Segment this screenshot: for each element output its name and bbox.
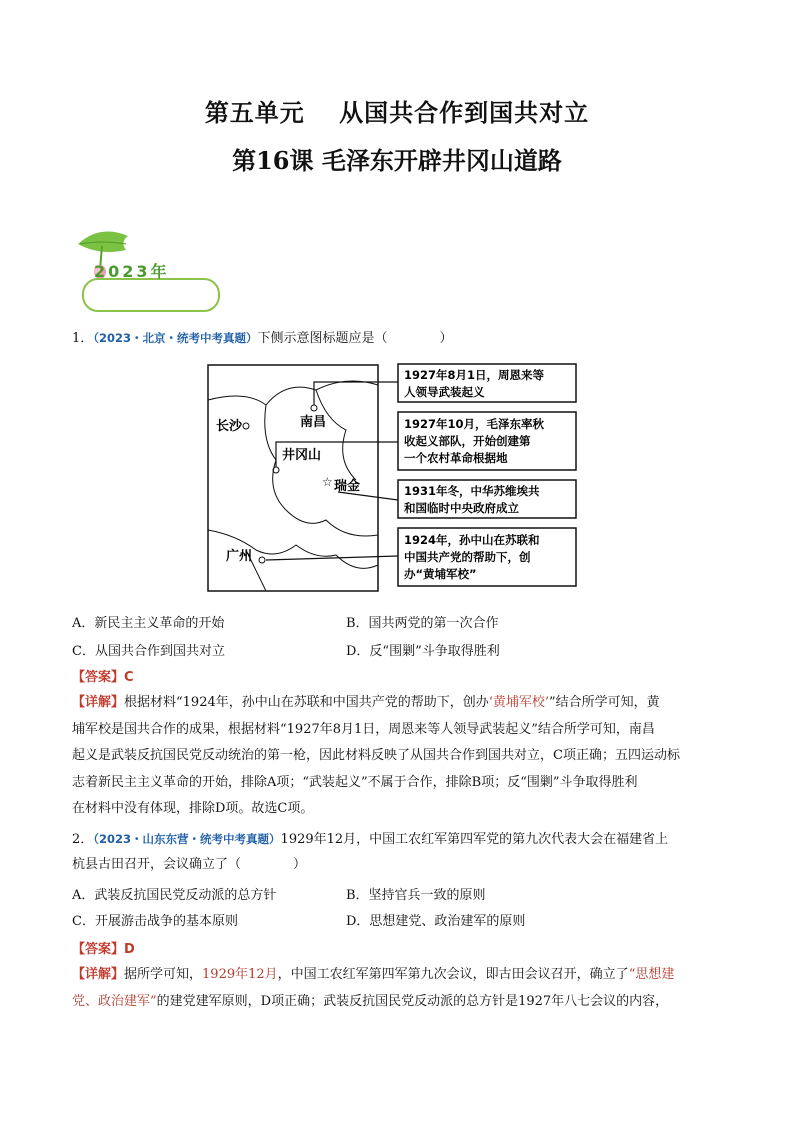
q1-option-b[interactable]: B．国共两党的第一次合作 (346, 616, 499, 631)
q2-detail (72, 962, 724, 1015)
q1-detail-label: 【详解】 (72, 695, 125, 710)
q1-option-d[interactable]: D．反“围剿”斗争取得胜利 (346, 644, 500, 659)
q2-detail-text: 据所学可知， (124, 967, 203, 982)
q1-stem-text: 下侧示意图标题应是（ ） (257, 331, 453, 346)
q1-detail-highlight: ‘黄埔军校’ (488, 695, 550, 710)
ruijin-star-icon: ☆ (322, 475, 333, 489)
q2-option-d[interactable]: D．思想建党、政治建军的原则 (346, 914, 526, 929)
q1-answer-label: 【答案】 (72, 670, 125, 685)
q1-map-figure (206, 360, 586, 596)
place-guangzhou: 广州 (226, 549, 253, 564)
q1-detail-line (72, 690, 724, 717)
q2-detail-line (72, 989, 724, 1016)
q2-answer-label: 【答案】 (72, 942, 125, 957)
q2-detail-highlight: “思想建 (628, 967, 675, 982)
q1-detail-line: 起义是武装反抗国民党反动统治的第一枪，因此材料反映了从国共合作到国共对立，C项正确；五四运动标 (72, 748, 680, 763)
q1-detail-text: ”结合所学可知，黄 (549, 695, 660, 710)
q2-detail-text: 的建党建军原则，D项正确；武装反抗国民党反动派的总方针是1927年八七会议的内容， (156, 993, 669, 1009)
lesson-title: 第16课 毛泽东开辟井冈山道路 (232, 146, 562, 175)
q2-option-c[interactable]: C．开展游击战争的基本原则 (72, 914, 238, 929)
place-ruijin: 瑞金 (334, 479, 361, 494)
box1-line2: 人领导武装起义 (404, 385, 485, 399)
year-badge-label: 2023年 (94, 262, 170, 281)
q2-detail-label: 【详解】 (72, 967, 125, 982)
q1-option-c[interactable]: C．从国共合作到国共对立 (72, 644, 225, 659)
box4-line1: 1924年，孙中山在苏联和 (404, 533, 540, 547)
q2-detail-text: ，中国工农红军第四军第九次会议，即古田会议召开，确立了 (277, 967, 629, 982)
q1-stem (72, 327, 453, 350)
box3-line2: 和国临时中央政府成立 (404, 501, 519, 515)
year-badge-pill (82, 278, 220, 312)
q2-source: （2023・山东东营・统考中考真题） (93, 832, 281, 846)
box2-line3: 一个农村革命根据地 (404, 451, 508, 465)
q2-detail-highlight: 1929年12月 (202, 967, 278, 982)
q1-detail-line: 埔军校是国共合作的成果，根据材料“1927年8月1日，周恩来等人领导武装起义”结合所学可知，南昌 (72, 721, 655, 737)
q2-number: 2． (72, 832, 94, 847)
q2-stem (72, 828, 668, 851)
q1-detail-text: 根据材料“1924年，孙中山在苏联和中国共产党的帮助下，创办 (124, 695, 489, 710)
place-nanchang: 南昌 (300, 415, 327, 430)
q2-stem-line1: 1929年12月，中国工农红军第四军党的第九次代表大会在福建省上 (280, 832, 669, 847)
q1-answer (72, 666, 134, 685)
q2-option-a[interactable]: A．武装反抗国民党反动派的总方针 (72, 888, 277, 903)
box2-line1: 1927年10月，毛泽东率秋 (404, 417, 545, 431)
q2-option-b[interactable]: B．坚持官兵一致的原则 (346, 888, 486, 903)
q1-number: 1． (72, 331, 94, 346)
q2-stem-line2: 杭县古田召开，会议确立了（ ） (72, 857, 307, 872)
unit-title: 第五单元 从国共合作到国共对立 (204, 98, 590, 127)
q1-detail-line: 志着新民主主义革命的开始，排除A项；“武装起义”不属于合作，排除B项；反“围剿”斗争取得胜利 (72, 774, 638, 790)
q1-answer-value: C (124, 670, 134, 685)
q2-detail-line (72, 962, 724, 989)
box4-line2: 中国共产党的帮助下，创 (404, 550, 531, 564)
place-changsha: 长沙 (216, 419, 243, 434)
q1-detail-line: 在材料中没有体现，排除D项。故选C项。 (72, 801, 314, 816)
box3-line1: 1931年冬，中华苏维埃共 (404, 484, 540, 498)
q1-source: （2023・北京・统考中考真题） (93, 331, 258, 345)
q1-option-a[interactable]: A．新民主主义革命的开始 (72, 616, 225, 631)
q1-detail (72, 690, 724, 823)
q2-answer (72, 938, 135, 957)
box4-line3: 办“黄埔军校” (404, 567, 477, 581)
q2-answer-value: D (124, 942, 135, 957)
place-jinggangshan: 井冈山 (282, 448, 322, 463)
q2-detail-highlight: 党、政治建军” (72, 993, 157, 1009)
box1-line1: 1927年8月1日，周恩来等 (404, 368, 545, 382)
box2-line2: 收起义部队，开始创建第 (404, 434, 531, 448)
